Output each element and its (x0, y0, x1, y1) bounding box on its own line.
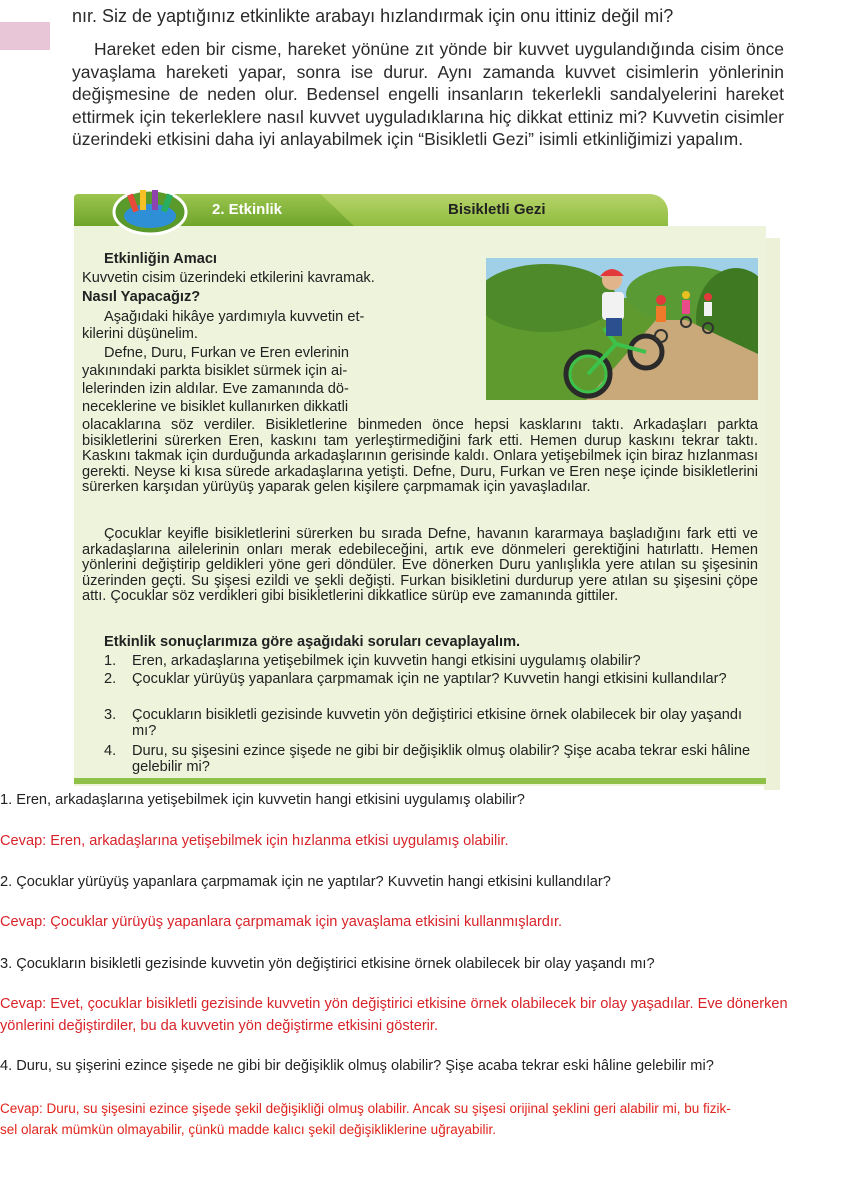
question-item (104, 654, 758, 670)
question-text: Çocuklar yürüyüş yapanlara çarpmamak için ne yaptılar? Kuvvetin hangi etkisini kullandılar? (132, 671, 727, 687)
question-text: Eren, arkadaşlarına yetişebilmek için kuvvetin hangi etkisini uygulamış olabilir? (132, 653, 641, 669)
question-number: 1. (104, 653, 117, 669)
story-line: neceklerine ve bisiklet kullanırken dikkatli (82, 399, 349, 415)
top-text-line: nır. Siz de yaptığınız etkinlikte arabayı hızlandırmak için onu ittiniz değil mi? (72, 6, 674, 26)
how-heading: Nasıl Yapacağız? (82, 289, 201, 305)
answer-2: Cevap: Çocuklar yürüyüş yapanlara çarpmamak için yavaşlama etkisini kullanmışlardır. (0, 914, 563, 930)
story-line: Defne, Duru, Furkan ve Eren evlerinin (104, 345, 349, 361)
cycling-children-photo (486, 258, 758, 400)
answer-question-4: 4. Duru, su şişerini ezince şişede ne gibi bir değişiklik olmuş olabilir? Şişe acaba tekrar eski hâline gelebilir mi? (0, 1058, 714, 1074)
questions-heading: Etkinlik sonuçlarımıza göre aşağıdaki soruları cevaplayalım. (104, 634, 521, 650)
how-intro-line-2: kilerini düşünelim. (82, 326, 198, 342)
answer-3-line-2: yönlerini değiştirdiler, bu da kuvvetin yön değiştirme etkisini gösterir. (0, 1018, 439, 1034)
activity-number-label: 2. Etkinlik (212, 201, 283, 218)
activity-box-edge (764, 238, 780, 790)
answer-3-line-1: Cevap: Evet, çocuklar bisikletli gezisinde kuvvetin yön değiştirici etkisine örnek olabilecek bir olay yaşadılar. Eve dönerken (0, 996, 788, 1012)
activity-badge-icon (110, 180, 194, 236)
question-number: 2. (104, 671, 117, 687)
story-line: lelerinden izin aldılar. Eve zamanında dö- (82, 381, 349, 397)
story-paragraph-1: olacaklarına söz verdiler. Bisikletlerine binmeden önce hepsi kasklarını taktı. Arkadaşları parkta bisikletlerini sürerken Eren, kaskını tam yerleştirmediğini fark etti. Hemen durup kaskını tekrar taktı. Kaskını takmak için durduğunda arkadaşlarının gerisinde kaldı. Onlara yetişebilmek için biraz hızlanması gerekti. Neyse ki kısa sürede arkadaşlarına yetişti. Defne, Duru, Furkan ve Eren neşe içinde bisikletlerini sürerken karşıdan yürüyüş yaparak gelen kişilere çarpmamak için yavaşladılar. (82, 417, 758, 496)
story-paragraph-2: Çocuklar keyifle bisikletlerini sürerken bu sırada Defne, havanın kararmaya başladığını fark etti ve arkadaşlarına ailelerinin onları merak edebileceğini, artık eve dönmeleri gerektiğini hatırlattı. Hemen yönlerini değiştirip geldikleri yöne geri döndüler. Eve dönerken Duru yanlışlıkla yere atılan su şişesinin üzerinden geçti. Su şişesi ezildi ve şekli değişti. Furkan bisikletini durdurup yere atılan su şişesini çöpe attı. Çocuklar söz verdikleri gibi bisikletlerini dikkatlice sürüp eve zamanında gittiler. (82, 526, 758, 605)
page-tab-marker (0, 22, 50, 50)
answer-question-2: 2. Çocuklar yürüyüş yapanlara çarpmamak için ne yaptılar? Kuvvetin hangi etkisini kullandılar? (0, 874, 611, 890)
question-item (104, 672, 758, 688)
question-number: 3. (104, 707, 117, 723)
answer-question-3: 3. Çocukların bisikletli gezisinde kuvvetin yön değiştirici etkisine örnek olabilecek bir olay yaşandı mı? (0, 956, 655, 972)
activity-title: Bisikletli Gezi (448, 201, 546, 218)
goal-text: Kuvvetin cisim üzerindeki etkilerini kavramak. (82, 270, 375, 286)
answer-4-line-1: Cevap: Duru, su şişesini ezince şişede şekil değişikliği olmuş olabilir. Ancak su şişesi orijinal şeklini geri alabilir mi, bu fizik- (0, 1101, 731, 1116)
question-text: Çocukların bisikletli gezisinde kuvvetin yön değiştirici etkisine örnek olabilecek bir olay yaşandı mı? (132, 707, 742, 739)
question-text: Duru, su şişesini ezince şişede ne gibi bir değişiklik olmuş olabilir? Şişe acaba tekrar eski hâline gelebilir mi? (132, 743, 751, 775)
activity-box-bottom-bar (74, 778, 766, 784)
question-item (104, 708, 758, 739)
answer-1: Cevap: Eren, arkadaşlarına yetişebilmek için hızlanma etkisi uygulamış olabilir. (0, 833, 509, 849)
question-number: 4. (104, 743, 117, 759)
question-item (104, 744, 758, 775)
intro-paragraph: Hareket eden bir cisme, hareket yönüne zıt yönde bir kuvvet uygulandığında cisim önce yavaşlama hareketi yapar, sonra ise durur. Aynı zamanda kuvvet cisimlerin yönlerinin değişmesine de neden olur. Bedensel engelli insanların tekerlekli sandalyelerini hareket ettirmek için tekerleklere nasıl kuvvet uyguladıklarına hiç dikkat ettiniz mi? Kuvvetin cisimler üzerindeki etkisini daha iyi anlayabilmek için “Bisikletli Gezi” isimli etkinliğimizi yapalım. (72, 39, 784, 150)
story-line: yakınındaki parkta bisiklet sürmek için ai- (82, 363, 348, 379)
answer-question-1: 1. Eren, arkadaşlarına yetişebilmek için kuvvetin hangi etkisini uygulamış olabilir? (0, 792, 525, 808)
goal-heading: Etkinliğin Amacı (104, 251, 217, 267)
answer-4-line-2: sel olarak mümkün olmayabilir, çünkü madde kalıcı şekil değişikliklerine uğrayabilir. (0, 1122, 496, 1137)
how-intro-line-1: Aşağıdaki hikâye yardımıyla kuvvetin et- (104, 309, 365, 325)
